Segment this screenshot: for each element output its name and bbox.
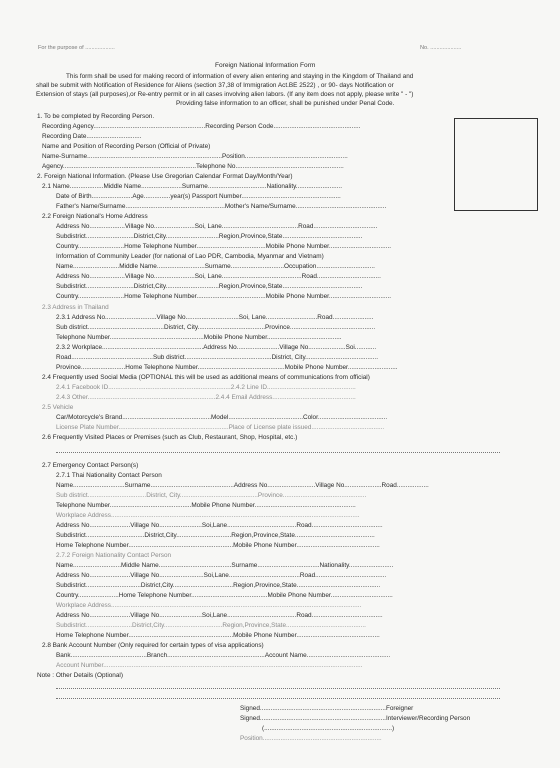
recording-name-field[interactable]: Name-Surname............................................................................Position.......................................................... bbox=[42, 153, 348, 160]
recording-date-field[interactable]: Recording Date............................... bbox=[42, 133, 142, 140]
home-subdistrict-field[interactable]: Subdistrict...........................District,City..............................Region,Province,State............................................. bbox=[56, 233, 363, 240]
section-2-heading: 2. Foreign National Information. (Please Use Gregorian Calendar Format Day/Month/Year) bbox=[37, 173, 293, 180]
visited-places-line[interactable] bbox=[56, 452, 500, 453]
foreign-contact-address-field[interactable]: Address No.......................Village No.........................Soi,Lane........................................Road........................................ bbox=[56, 572, 387, 579]
account-number-field[interactable]: Account Number.................................................................................................................................................. bbox=[56, 662, 363, 669]
thailand-address-heading: 2.3 Address in Thailand bbox=[42, 304, 109, 311]
thai-contact-address-field[interactable]: Address No.......................Village No........................Soi,Lane.......................................Road........................................ bbox=[56, 522, 383, 529]
birth-passport-field[interactable]: Date of Birth.......................Age...............year(s) Passport Number........................................................ bbox=[56, 193, 341, 200]
intro-line-1: This form shall be used for making record of information of every alien entering and staying in the Kingdom of Thailand and bbox=[66, 73, 414, 80]
workplace-road-field[interactable]: Road..............................................Sub district.................................................District, City......................................... bbox=[56, 354, 378, 361]
social-media-heading: 2.4 Frequently used Social Media (OPTIONAL this will be used as additional means of communications from official) bbox=[42, 374, 370, 381]
intro-line-4: Providing false information to an officer, shall be punished under Penal Code. bbox=[176, 100, 395, 107]
community-leader-heading: Information of Community Leader (for national of Lao PDR, Cambodia, Myanmar and Vietnam) bbox=[56, 253, 324, 260]
thai-address-field[interactable]: 2.3.1 Address No.............................Village No..............................Soi, Lane.............................Road....................... bbox=[56, 314, 374, 321]
thai-contact-home-phone-field[interactable]: Home Telephone Number...........................................................Mobile Phone Number............................................... bbox=[56, 542, 380, 549]
foreign-workplace-district-field[interactable]: Subdistrict..........................District,City.................................Region,Province,State............................................. bbox=[56, 622, 366, 629]
emergency-contact-heading: 2.7 Emergency Contact Person(s) bbox=[42, 462, 139, 469]
other-details-heading: Note : Other Details (Optional) bbox=[37, 672, 123, 679]
foreign-contact-name-field[interactable]: Name...........................Middle Name.........................................Surname...................................Nationality......................... bbox=[56, 562, 394, 569]
foreign-contact-workplace-field[interactable]: Workplace Address............................................................................................................................................. bbox=[56, 602, 362, 609]
recorder-signature-field[interactable]: Signed.......................................................................Interviewer/Recording Person bbox=[240, 715, 471, 722]
thai-contact-phone-field[interactable]: Telephone Number..............................................Mobile Phone Number......................................................... bbox=[56, 502, 356, 509]
section-1-heading: 1. To be completed by Recording Person. bbox=[37, 113, 155, 120]
thai-contact-district-field[interactable]: Subdistrict.................................District,City...............................Region,Province,State............................................. bbox=[56, 532, 375, 539]
form-title: Foreign National Information Form bbox=[215, 62, 316, 69]
leader-name-field[interactable]: Name..........................Middle Name...........................Surname..............................Occupation................................. bbox=[56, 263, 375, 270]
bank-account-heading: 2.8 Bank Account Number (Only required for certain types of visa applications) bbox=[42, 642, 264, 649]
recording-agency-phone-field[interactable]: Agency...........................................................................Telephone No............................................................. bbox=[42, 163, 344, 170]
thai-contact-name-field[interactable]: Name.............................Surname...............................................Address No...........................Village No.....................Road.................. bbox=[56, 482, 429, 489]
thai-contact-workplace-field[interactable]: Workplace Address............................................................................................................................................ bbox=[56, 512, 360, 519]
license-plate-field[interactable]: License Plate Number..............................................................Place of License plate issued......................................... bbox=[56, 424, 385, 431]
photo-box bbox=[454, 118, 538, 211]
purpose-field: For the purpose of ................... bbox=[38, 45, 115, 51]
other-details-line-2[interactable] bbox=[56, 698, 500, 699]
workplace-province-field[interactable]: Province.........................Home Telephone Number.................................................Mobile Phone Number............................ bbox=[56, 364, 398, 371]
leader-country-field[interactable]: Country..........................Home Telephone Number.......................................Mobile Phone Number................................... bbox=[56, 293, 392, 300]
visited-places-heading: 2.6 Frequently Visited Places or Premises (such as Club, Restaurant, Shop, Hospital, etc.) bbox=[42, 434, 298, 441]
parents-field[interactable]: Father's Name/Surname........................................................Mother's Name/Surname................................................... bbox=[56, 203, 387, 210]
workplace-field[interactable]: 2.3.2 Workplace.........................................................Address No........................Village No.....................Soi............ bbox=[56, 344, 377, 351]
form-number-field: No. .................... bbox=[420, 45, 462, 51]
home-address-heading: 2.2 Foreign National's Home Address bbox=[42, 213, 148, 220]
thai-contact-subdistrict-field[interactable]: Sub district.................................District, City............................................Province............................................... bbox=[56, 492, 367, 499]
recorder-name-field[interactable]: (........................................................................) bbox=[262, 725, 395, 732]
vehicle-brand-field[interactable]: Car/Motorcycle's Brand..................................................Model..........................................Color....................................... bbox=[56, 414, 388, 421]
foreign-contact-home-phone-field[interactable]: Home Telephone Number...........................................................Mobile Phone Number............................................... bbox=[56, 632, 380, 639]
foreign-workplace-address-field[interactable]: Address No.......................Village No........................Soi,Lane.......................................Road........................................ bbox=[56, 612, 383, 619]
leader-address-field[interactable]: Address No....................Village No.......................Soi, Lane.............................................Road.................................... bbox=[56, 273, 381, 280]
vehicle-heading: 2.5 Vehicle bbox=[42, 404, 74, 411]
facebook-line-field[interactable]: 2.4.1 Facebook ID.....................................................................2.4.2 Line ID.................................................. bbox=[56, 384, 356, 391]
intro-line-2: shall be submit with Notification of Residence for Aliens (section 37,38 of Immigration Act.BE 2522) , or 90- days Notification or bbox=[36, 82, 394, 89]
home-country-field[interactable]: Country..........................Home Telephone Number.......................................Mobile Phone Number................................... bbox=[56, 243, 392, 250]
thai-subdistrict-field[interactable]: Sub district...........................................District, City......................................Province................................................ bbox=[56, 324, 376, 331]
leader-subdistrict-field[interactable]: Subdistrict...........................District,City..............................Region,Province,State............................................. bbox=[56, 283, 363, 290]
foreign-contact-district-field[interactable]: Subdistrict...............................District,City..................................Region,Province,State............................................... bbox=[56, 582, 381, 589]
recording-person-label: Name and Position of Recording Person (Official of Private) bbox=[42, 143, 211, 150]
bank-branch-field[interactable]: Bank...........................................Branch.......................................................Account Name............................................... bbox=[56, 652, 391, 659]
recording-agency-field[interactable]: Recording Agency...............................................................Recording Person Code................................................. bbox=[42, 123, 361, 130]
name-field[interactable]: 2.1 Name...................Middle Name.......................Surname.................................Nationality.......................... bbox=[42, 183, 342, 190]
thai-contact-heading: 2.7.1 Thai Nationality Contact Person bbox=[56, 472, 162, 479]
foreign-contact-heading: 2.7.2 Foreign Nationality Contact Person bbox=[56, 552, 172, 559]
recorder-position-field[interactable]: Position................................................................... bbox=[240, 735, 382, 742]
foreign-contact-country-field[interactable]: Country.......................Home Telephone Number...........................................Mobile Phone Number................................... bbox=[56, 592, 393, 599]
intro-line-3: Extension of stays (all purposes),or Re-entry permit or in all cases involving alien labors. (If any item does not apply, please write " - ") bbox=[36, 91, 414, 98]
other-email-field[interactable]: 2.4.3 Other........................................................................2.4.4 Email Address............................................... bbox=[56, 394, 356, 401]
home-address-field[interactable]: Address No....................Village No.......................Soi, Lane...........................................Road.................................... bbox=[56, 223, 378, 230]
other-details-line[interactable] bbox=[56, 688, 500, 689]
foreigner-signature-field[interactable]: Signed.......................................................................Foreigner bbox=[240, 705, 414, 712]
thai-phone-field[interactable]: Telephone Number.....................................................Mobile Phone Number.......................................... bbox=[56, 334, 342, 341]
